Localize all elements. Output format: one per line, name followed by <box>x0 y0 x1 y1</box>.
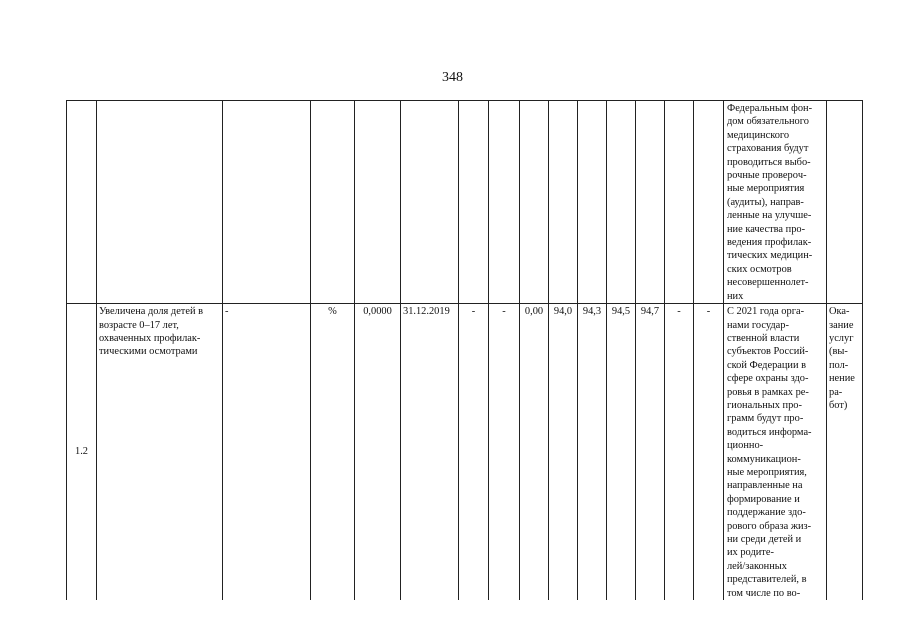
value-cell <box>694 101 724 304</box>
base-date-cell: 31.12.2019 <box>401 304 459 600</box>
table-row <box>67 304 863 600</box>
value-cell: 94,0 <box>549 304 578 600</box>
type-cell <box>827 101 863 304</box>
row-number: 1.2 <box>67 304 97 600</box>
value-cell: - <box>694 304 724 600</box>
value-cell: 94,5 <box>607 304 636 600</box>
value-cell: 94,7 <box>636 304 665 600</box>
table-row <box>67 101 863 304</box>
value-cell <box>489 101 520 304</box>
indicators-table <box>66 100 863 600</box>
type-cell: Ока- зание услуг (вы- пол- нение ра- бот) <box>827 304 863 600</box>
value-cell <box>549 101 578 304</box>
cell-col3 <box>223 101 311 304</box>
value-cell <box>520 101 549 304</box>
base-value-cell <box>355 101 401 304</box>
value-cell: - <box>459 304 489 600</box>
value-cell <box>665 101 694 304</box>
value-cell <box>459 101 489 304</box>
value-cell <box>636 101 665 304</box>
value-cell: - <box>489 304 520 600</box>
indicator-name: Увеличена доля детей в возрасте 0–17 лет, охваченных профилак- тическими осмотрами <box>97 304 223 600</box>
indicator-name <box>97 101 223 304</box>
value-cell: - <box>665 304 694 600</box>
note-cell: С 2021 года орга- нами государ- ственной власти субъектов Россий- ской Федерации в сфере охраны здо- ровья в рамках ре- гиональных про- грамм будут про- водиться информа- ционно- коммуникацион- ные мероприятия, направленные на формирование и поддержание здо- рового образа жиз- ни среди детей и их родите- лей/законных представителей, в том числе по во- <box>724 304 827 600</box>
note-cell: Федеральным фон- дом обязательного медицинского страхования будут проводиться выбо- рочные проверoч- ные мероприятия (аудиты), направ- ленные на улучше- ние качества про- ведения профилак- тических медицин- ских осмотров несовершеннолет- них <box>724 101 827 304</box>
row-number <box>67 101 97 304</box>
value-cell: 94,3 <box>578 304 607 600</box>
base-value-cell: 0,0000 <box>355 304 401 600</box>
value-cell: 0,00 <box>520 304 549 600</box>
value-cell <box>578 101 607 304</box>
value-cell <box>607 101 636 304</box>
base-date-cell <box>401 101 459 304</box>
unit-cell <box>311 101 355 304</box>
cell-col3: - <box>223 304 311 600</box>
page-number: 348 <box>442 70 463 85</box>
unit-cell: % <box>311 304 355 600</box>
